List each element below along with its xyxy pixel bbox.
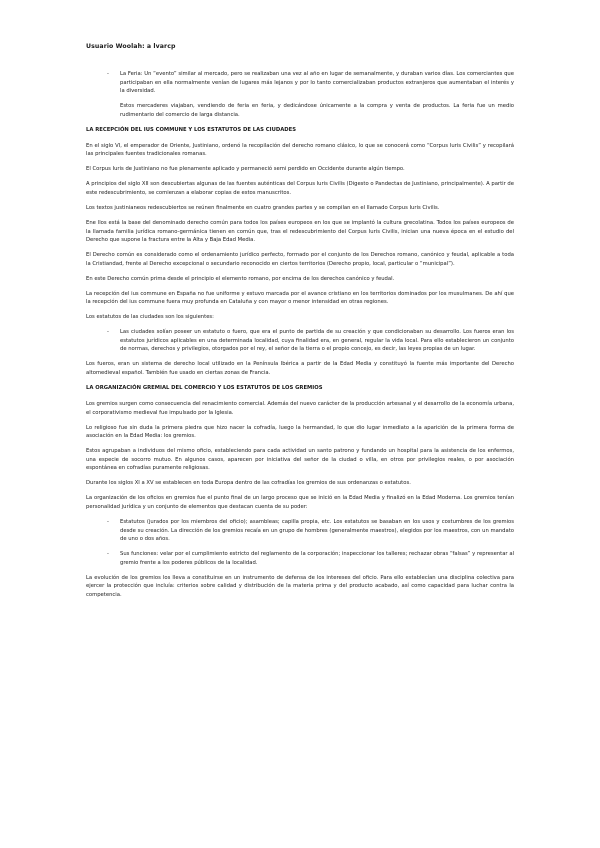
bullet-dash: - bbox=[107, 329, 109, 336]
paragraph-text: La Feria: Un “evento” similar al mercado, pero se realizaban una vez al año en lugar de semanalmente, y duraban varios días. Los comerciantes que participaban en ella normalmente venían de lugares más lejanos y por lo tanto comercializaban productos extranjeros que aumentaban el interés y la diversidad. bbox=[120, 71, 514, 95]
paragraph: Los estatutos de las ciudades son los siguientes: bbox=[86, 314, 214, 321]
paragraph: La evolución de los gremios los lleva a constituirse en un instrumento de defensa de los intereses del oficio. Para ello establecían una disciplina colectiva para ejercer la protección que incluía: criterios sobre calidad y distribución de la materia prima y del producto acabado, así como capacidad para luchar contra la competencia. bbox=[86, 574, 514, 598]
paragraph: El Derecho común es considerado como el ordenamiento jurídico perfecto, formado por el conjunto de los Derechos romano, canónico y feudal, aplicable a toda la Cristiandad, frente al Derecho excepcional o secundario reconocido en ciertos territorios (Derecho propio, local, particular o “municipal”). bbox=[86, 252, 514, 267]
bullet-list bbox=[86, 518, 514, 567]
section-heading: LA ORGANIZACIÓN GREMIAL DEL COMERCIO Y LOS ESTATUTOS DE LOS GREMIOS bbox=[86, 385, 323, 392]
list-item bbox=[86, 70, 514, 96]
paragraph: La organización de los oficios en gremios fue el punto final de un largo proceso que se inició en la Edad Media y finalizó en la Edad Moderna. Los gremios tenían personalidad jurídica y un conjunto de elementos que destacan cuenta de su poder: bbox=[86, 495, 514, 511]
paragraph: Estos agrupaban a individuos del mismo oficio, estableciendo para cada actividad un santo patrono y fundando un hospital para la asistencia de los enfermos, una especie de socorro mutuo. En algunos casos, aparecen por iniciativa del señor de la ciudad o villa, en otros por privilegios reales, o por asociación espontánea en cofradías puramente religiosas. bbox=[86, 448, 514, 472]
paragraph: Ene llos está la base del denominado derecho común para todos los países europeos en los que se implantó la cultura grecolatina. Todos los países europeos de la llamada familia jurídica romano-germánica tienen en común que, tras el redescubrimiento del Corpus Iuris Civilis, inician una nueva época en el estudio del Derecho que supone la fractura entre la Alta y Baja Edad Media. bbox=[86, 219, 514, 244]
paragraph: En este Derecho común prima desde el principio el elemento romano, por encima de los derechos canónico y feudal. bbox=[86, 275, 395, 282]
paragraph: La recepción del ius commune en España no fue uniforme y estuvo marcada por el avance cristiano en los territorios dominados por los musulmanes. De ahí que la recepción del ius commune fuera muy profunda en Cataluña y con mayor o menor intensidad en otras regiones. bbox=[86, 290, 514, 306]
bullet-list bbox=[86, 70, 514, 96]
paragraph: El Corpus Iuris de Justiniano no fue plenamente aplicado y permaneció semi perdido en Occidente durante algún tiempo. bbox=[86, 166, 405, 173]
list-item bbox=[86, 328, 514, 354]
paragraph: Los fueros, eran un sistema de derecho local utilizado en la Península Ibérica a partir de la Edad Media y constituyó la fuente más importante del Derecho altomedieval español. También fue usado en ciertas zonas de Francia. bbox=[86, 361, 514, 377]
paragraph: En el siglo VI, el emperador de Oriente, Justiniano, ordenó la recopilación del derecho romano clásico, lo que se conocerá como “Corpus Iuris Civilis” y recopilará las principales fuentes tradicionales romanas. bbox=[86, 142, 514, 158]
list-item bbox=[86, 550, 514, 567]
paragraph-text: Las ciudades solían poseer un estatuto o fuero, que era el punto de partida de su creación y que condicionaban su desarrollo. Los fueros eran los estatutos jurídicos aplicables en una determinada localidad, cuya finalidad era, en general, regular la vida local. Para ello establecieron un conjunto de normas, derechos y privilegios, otorgados por el rey, el señor de la tierra o el propio concejo, es decir, las leyes propias de un lugar. bbox=[120, 329, 514, 353]
paragraph: Estos mercaderes viajaban, vendiendo de feria en feria, y dedicándose únicamente a la compra y venta de productos. La feria fue un medio rudimentario del comercio de larga distancia. bbox=[120, 103, 514, 118]
paragraph: Lo religioso fue sin duda la primera piedra que hizo nacer la cofradía, luego la hermandad, lo que dio lugar inmediato a la aparición de la primera forma de asociación en la Edad Media: los gremios. bbox=[86, 424, 514, 440]
bullet-dash: - bbox=[107, 71, 109, 77]
list-item bbox=[86, 518, 514, 544]
bullet-dash: - bbox=[107, 551, 109, 558]
document-body bbox=[86, 70, 514, 606]
header-username: Usuario Woolah: a lvarcp bbox=[86, 43, 176, 50]
paragraph-text: Estatutos (jurados por los miembros del oficio); asambleas; capilla propia, etc. Los estatutos se basaban en los usos y costumbres de los gremios desde su creación. La dirección de los gremios recaía en un grupo de hombres (generalmente maestros), elegidos por los maestros, con un mandato de uno o dos años. bbox=[120, 519, 514, 543]
section-heading: LA RECEPCIÓN DEL IUS COMMUNE Y LOS ESTATUTOS DE LAS CIUDADES bbox=[86, 126, 296, 133]
bullet-list bbox=[86, 328, 514, 354]
bullet-dash: - bbox=[107, 519, 109, 525]
paragraph: Durante los siglos XI a XV se establecen en toda Europa dentro de las cofradías los gremios de sus ordenanzas o estatutos. bbox=[86, 480, 411, 487]
paragraph: Los textos justinianeos redescubiertos se reúnen finalmente en cuatro grandes partes y se compilan en el llamado Corpus Iuris Civilis. bbox=[86, 204, 440, 211]
paragraph: Los gremios surgen como consecuencia del renacimiento comercial. Además del nuevo carácter de la producción artesanal y el desarrollo de la economía urbana, el corporativismo medieval fue impulsado por la Iglesia. bbox=[86, 401, 514, 416]
paragraph: A principios del siglo XII son descubiertas algunas de las fuentes auténticas del Corpus Iuris Civilis (Digesto o Pandectas de Justiniano, principalmente). A partir de este redescubrimiento, se comienzan a elaborar copias de estos manuscritos. bbox=[86, 181, 514, 196]
paragraph-text: Sus funciones: velar por el cumplimiento estricto del reglamento de la corporación; inspeccionar los talleres; rechazar obras “falsas” y representar al gremio frente a los poderes públicos de la localidad. bbox=[120, 551, 514, 566]
